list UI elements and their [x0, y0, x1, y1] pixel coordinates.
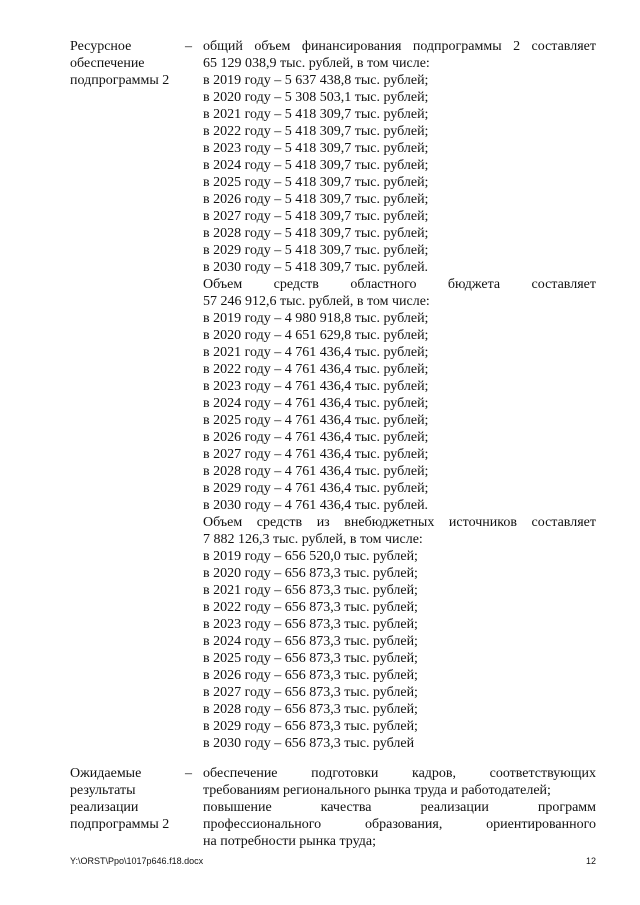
results-content	[203, 765, 596, 850]
text-line: в 2021 году – 656 873,3 тыс. рублей;	[203, 583, 418, 598]
text-line: в 2027 году – 4 761 436,4 тыс. рублей;	[203, 447, 429, 462]
text-line: в 2026 году – 4 761 436,4 тыс. рублей;	[203, 430, 429, 445]
text-line: в 2024 году – 656 873,3 тыс. рублей;	[203, 634, 418, 649]
text-line: в 2019 году – 5 637 438,8 тыс. рублей;	[203, 73, 429, 88]
text-line: в 2027 году – 5 418 309,7 тыс. рублей;	[203, 209, 429, 224]
results-label-line: Ожидаемые	[70, 766, 142, 781]
text-line: 65 129 038,9 тыс. рублей, в том числе:	[203, 56, 430, 71]
text-line: в 2022 году – 5 418 309,7 тыс. рублей;	[203, 124, 429, 139]
text-line: в 2025 году – 656 873,3 тыс. рублей;	[203, 651, 418, 666]
text-line: в 2028 году – 5 418 309,7 тыс. рублей;	[203, 226, 429, 241]
text-line: в 2019 году – 656 520,0 тыс. рублей;	[203, 549, 418, 564]
results-label	[70, 765, 180, 833]
text-line: в 2024 году – 5 418 309,7 тыс. рублей;	[203, 158, 429, 173]
text-line: в 2023 году – 4 761 436,4 тыс. рублей;	[203, 379, 429, 394]
text-line: в 2030 году – 4 761 436,4 тыс. рублей.	[203, 498, 429, 513]
resource-dash: –	[185, 39, 192, 54]
text-line: в 2020 году – 656 873,3 тыс. рублей;	[203, 566, 418, 581]
text-line: в 2022 году – 4 761 436,4 тыс. рублей;	[203, 362, 429, 377]
text-line: общий объем финансирования подпрограммы 2 составляет	[203, 39, 596, 54]
text-line: в 2028 году – 656 873,3 тыс. рублей;	[203, 702, 418, 717]
text-line: в 2028 году – 4 761 436,4 тыс. рублей;	[203, 464, 429, 479]
text-line: на потребности рынка труда;	[203, 834, 376, 849]
text-line: Объем средств из внебюджетных источников составляет	[203, 515, 596, 530]
text-line: в 2020 году – 4 651 629,8 тыс. рублей;	[203, 328, 429, 343]
text-line: в 2021 году – 4 761 436,4 тыс. рублей;	[203, 345, 429, 360]
resource-content	[203, 38, 596, 752]
text-line: в 2023 году – 656 873,3 тыс. рублей;	[203, 617, 418, 632]
results-label-line: результаты	[70, 783, 136, 798]
text-line: 7 882 126,3 тыс. рублей, в том числе:	[203, 532, 423, 547]
text-line: 57 246 912,6 тыс. рублей, в том числе:	[203, 294, 430, 309]
text-line: Объем средств областного бюджета составляет	[203, 277, 596, 292]
text-line: в 2029 году – 5 418 309,7 тыс. рублей;	[203, 243, 429, 258]
results-label-line: реализации	[70, 800, 139, 815]
text-line: профессионального образования, ориентированного	[203, 817, 596, 832]
text-line: в 2019 году – 4 980 918,8 тыс. рублей;	[203, 311, 429, 326]
text-line: в 2023 году – 5 418 309,7 тыс. рублей;	[203, 141, 429, 156]
text-line: в 2025 году – 5 418 309,7 тыс. рублей;	[203, 175, 429, 190]
resource-label-line: подпрограммы 2	[70, 73, 170, 88]
text-line: в 2030 году – 5 418 309,7 тыс. рублей.	[203, 260, 429, 275]
text-line: в 2020 году – 5 308 503,1 тыс. рублей;	[203, 90, 429, 105]
resource-label	[70, 38, 180, 89]
text-line: требованиям регионального рынка труда и работодателей;	[203, 783, 551, 798]
text-line: в 2026 году – 5 418 309,7 тыс. рублей;	[203, 192, 429, 207]
resource-label-line: Ресурсное	[70, 39, 132, 54]
text-line: в 2029 году – 656 873,3 тыс. рублей;	[203, 719, 418, 734]
text-line: обеспечение подготовки кадров, соответствующих	[203, 766, 596, 781]
text-line: повышение качества реализации программ	[203, 800, 596, 815]
results-label-line: подпрограммы 2	[70, 817, 170, 832]
text-line: в 2029 году – 4 761 436,4 тыс. рублей;	[203, 481, 429, 496]
text-line: в 2026 году – 656 873,3 тыс. рублей;	[203, 668, 418, 683]
file-path: Y:\ORST\Ppo\1017p646.f18.docx	[70, 856, 204, 866]
text-line: в 2030 году – 656 873,3 тыс. рублей	[203, 736, 415, 751]
page-number: 12	[585, 856, 596, 866]
text-line: в 2027 году – 656 873,3 тыс. рублей;	[203, 685, 418, 700]
text-line: в 2021 году – 5 418 309,7 тыс. рублей;	[203, 107, 429, 122]
text-line: в 2025 году – 4 761 436,4 тыс. рублей;	[203, 413, 429, 428]
text-line: в 2022 году – 656 873,3 тыс. рублей;	[203, 600, 418, 615]
resource-label-line: обеспечение	[70, 56, 145, 71]
text-line: в 2024 году – 4 761 436,4 тыс. рублей;	[203, 396, 429, 411]
results-dash: –	[185, 766, 192, 781]
